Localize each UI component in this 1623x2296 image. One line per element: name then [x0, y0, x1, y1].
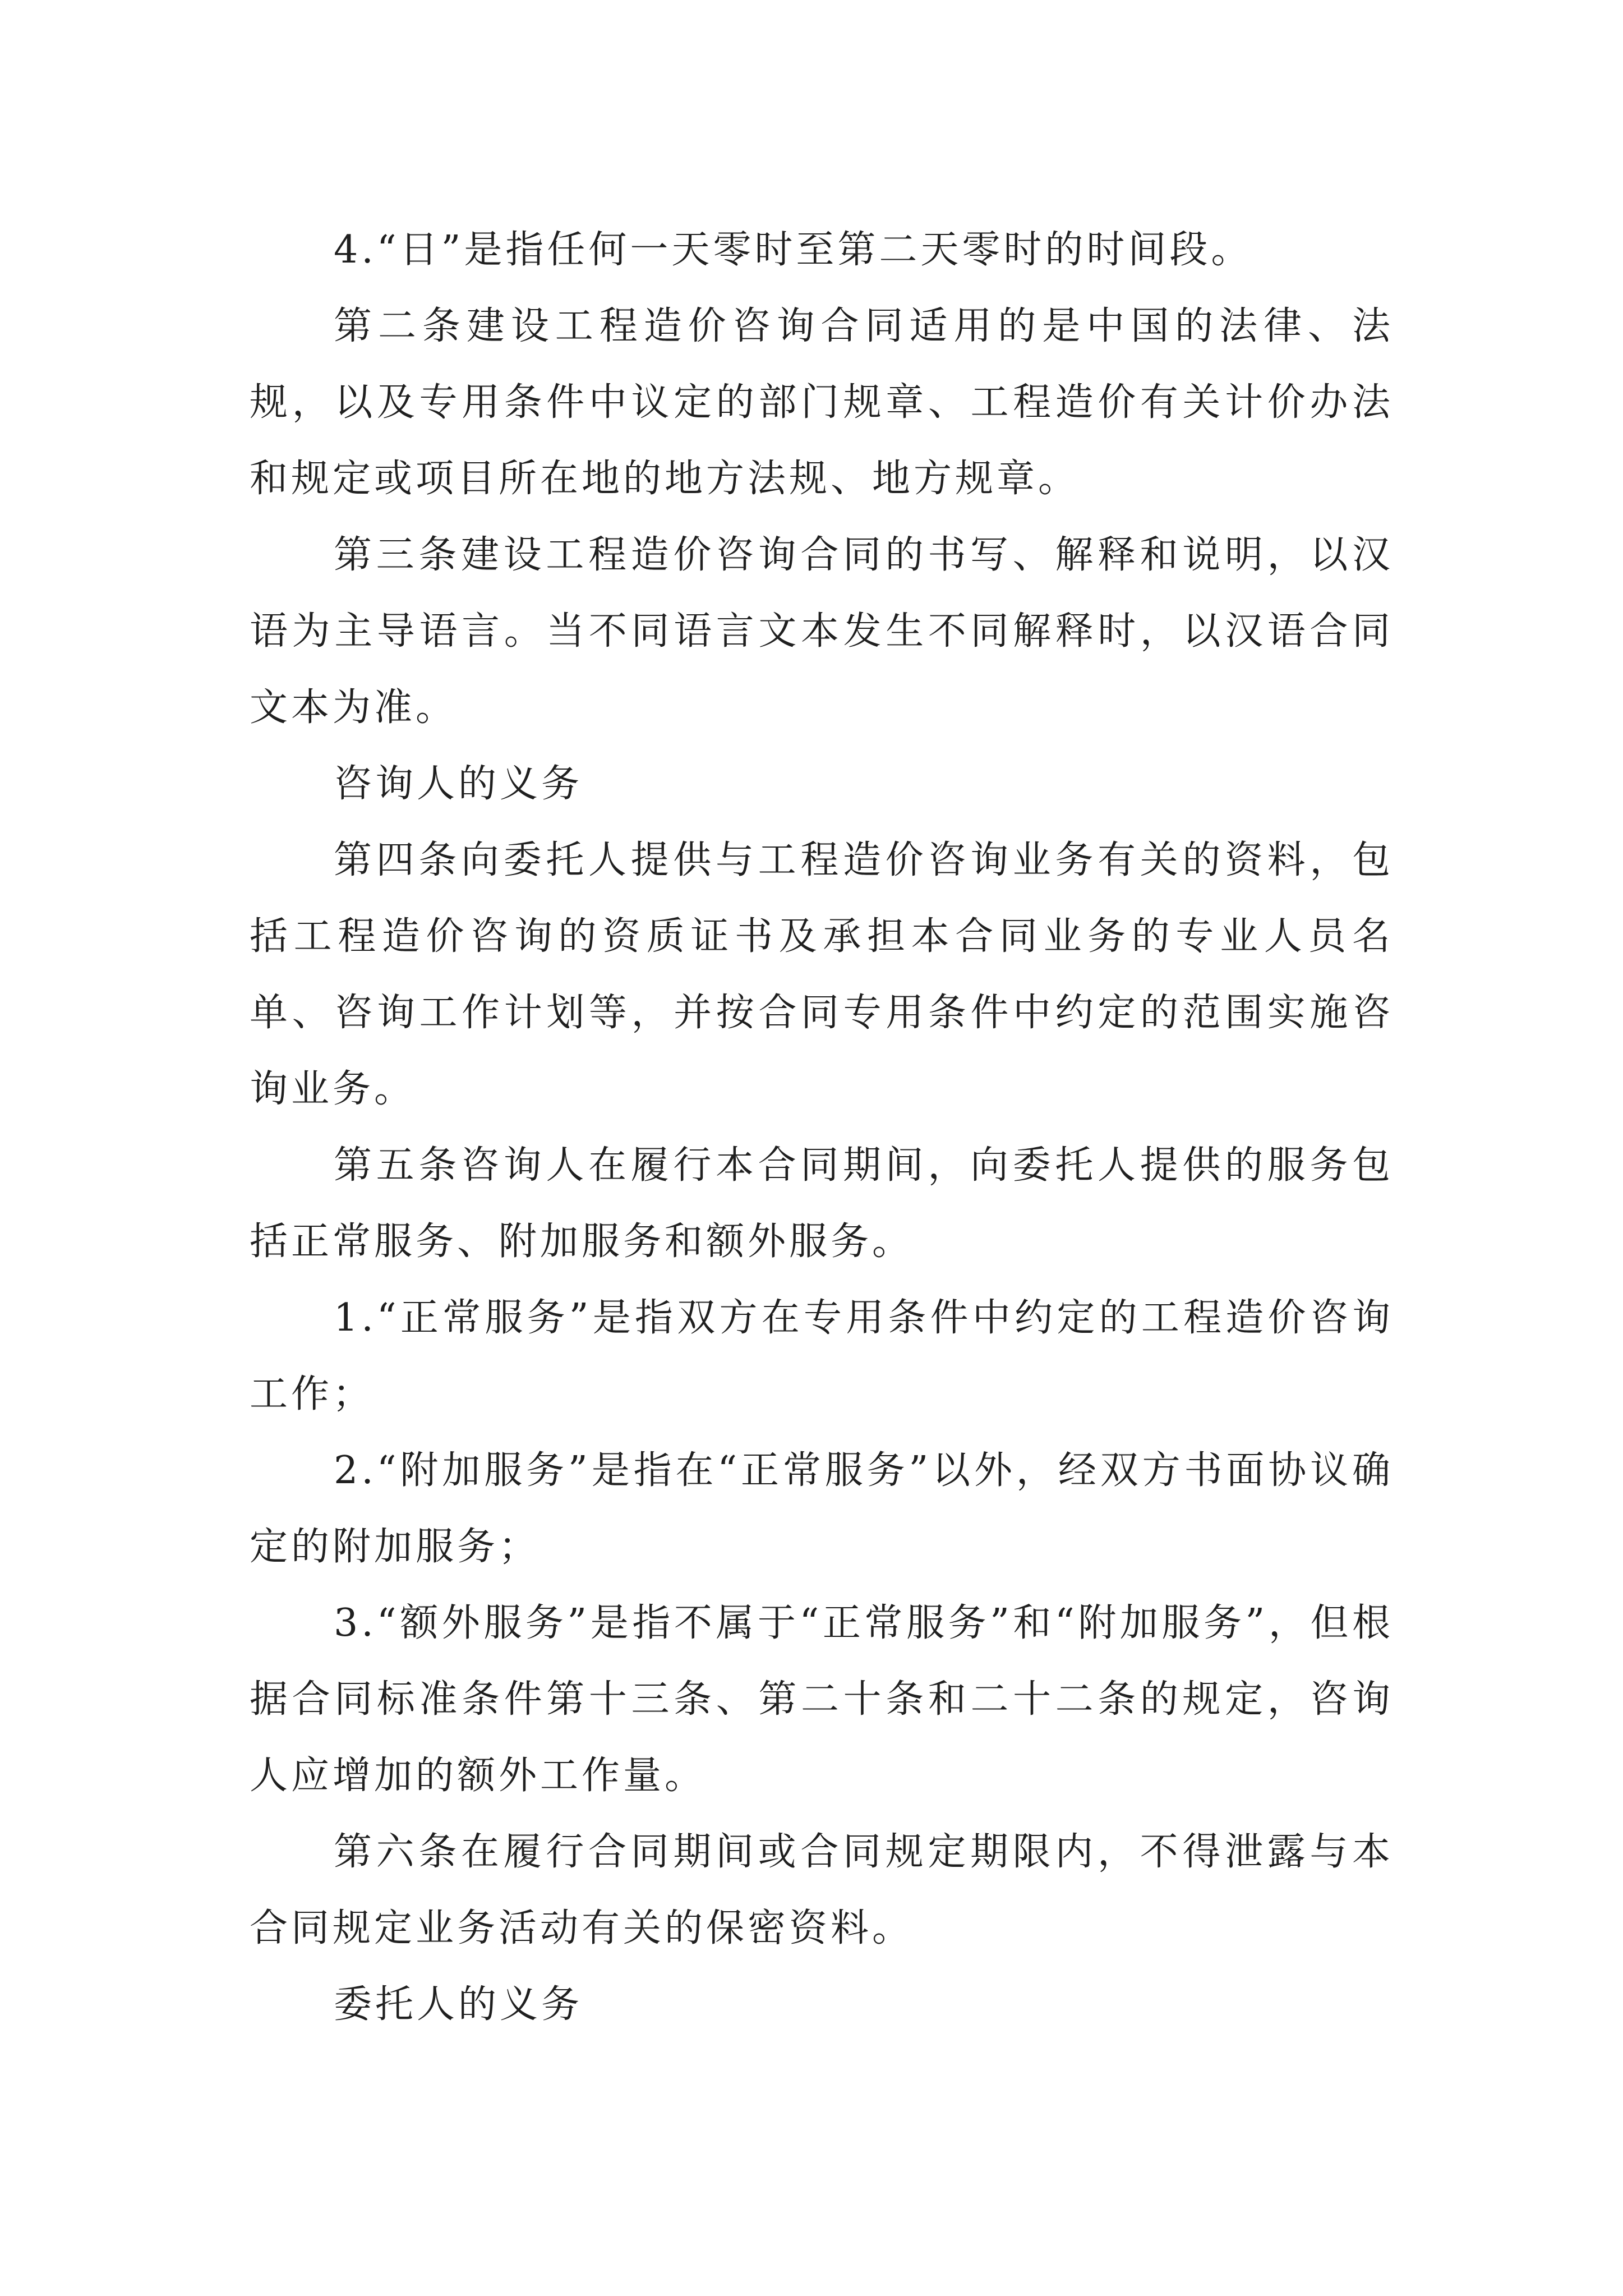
article-5-item-2: 2.“附加服务”是指在“正常服务”以外，经双方书面协议确定的附加服务；	[250, 1448, 1394, 1569]
definition-day: 4.“日”是指任何一天零时至第二天零时的时间段。	[334, 228, 1253, 272]
article-5-item-1: 1.“正常服务”是指双方在专用条件中约定的工程造价咨询工作；	[250, 1296, 1394, 1416]
section-heading-client-obligations: 委托人的义务	[334, 1982, 583, 2027]
article-5-item-3: 3.“额外服务”是指不属于“正常服务”和“附加服务”，但根据合同标准条件第十三条、第二十条和二十二条的规定，咨询人应增加的额外工作量。	[250, 1601, 1394, 1798]
document-body	[250, 212, 1394, 2043]
section-heading-consultant-obligations: 咨询人的义务	[334, 762, 583, 806]
article-5: 第五条咨询人在履行本合同期间，向委托人提供的服务包括正常服务、附加服务和额外服务。	[250, 1143, 1394, 1264]
article-3: 第三条建设工程造价咨询合同的书写、解释和说明，以汉语为主导语言。当不同语言文本发生不同解释时，以汉语合同文本为准。	[250, 533, 1394, 730]
article-6: 第六条在履行合同期间或合同规定期限内，不得泄露与本合同规定业务活动有关的保密资料。	[250, 1830, 1394, 1950]
article-2: 第二条建设工程造价咨询合同适用的是中国的法律、法规，以及专用条件中议定的部门规章、工程造价有关计价办法和规定或项目所在地的地方法规、地方规章。	[250, 304, 1394, 501]
article-4: 第四条向委托人提供与工程造价咨询业务有关的资料，包括工程造价咨询的资质证书及承担本合同业务的专业人员名单、咨询工作计划等，并按合同专用条件中约定的范围实施咨询业务。	[250, 838, 1394, 1111]
